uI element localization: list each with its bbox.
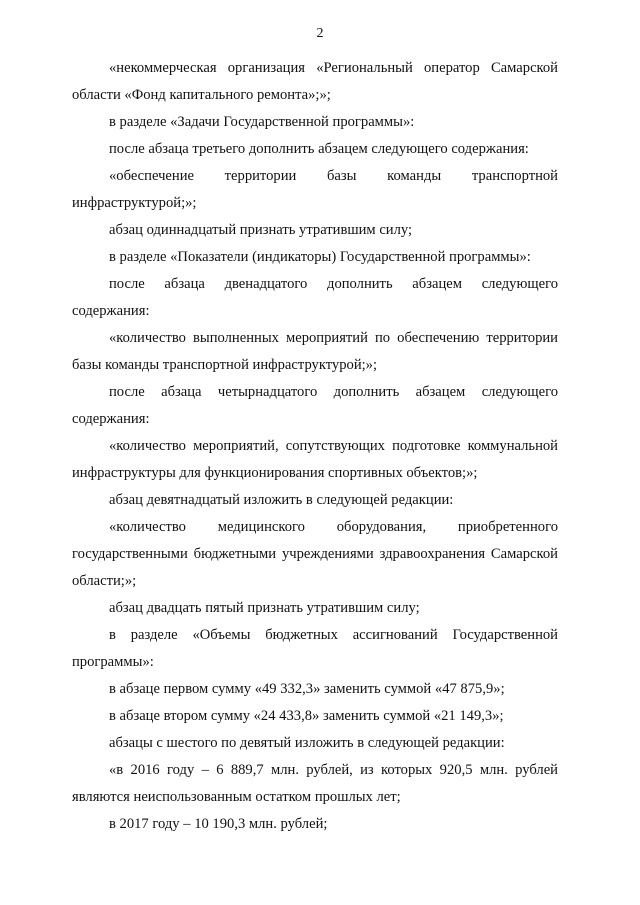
paragraph-twenty-fifth-void: абзац двадцать пятый признать утратившим силу; [109, 600, 420, 616]
paragraph-base-infrastructure: «обеспечение территории базы команды транспортной инфраструктурой;»; [72, 168, 558, 211]
paragraph-section-budget: в разделе «Объемы бюджетных ассигнований Государственной программы»: [72, 627, 558, 670]
paragraph-first-sum: в абзаце первом сумму «49 332,3» заменить суммой «47 875,9»; [109, 681, 505, 697]
document-body [72, 55, 558, 838]
paragraph-medical-equipment: «количество медицинского оборудования, приобретенного государственными бюджетными учреждениями здравоохранения Самарской области;»; [72, 519, 558, 589]
paragraph-eleventh-void: абзац одиннадцатый признать утратившим силу; [109, 222, 413, 238]
paragraph-second-sum: в абзаце втором сумму «24 433,8» заменить суммой «21 149,3»; [109, 708, 504, 724]
paragraph-after-third: после абзаца третьего дополнить абзацем следующего содержания: [109, 141, 529, 157]
paragraph-operator-name: «некоммерческая организация «Региональный оператор Самарской области «Фонд капитального ремонта»;»; [72, 60, 558, 103]
paragraph-after-twelfth: после абзаца двенадцатого дополнить абзацем следующего содержания: [72, 276, 558, 319]
paragraph-after-fourteenth: после абзаца четырнадцатого дополнить абзацем следующего содержания: [72, 384, 558, 427]
paragraph-sixth-ninth-restate: абзацы с шестого по девятый изложить в следующей редакции: [109, 735, 505, 751]
paragraph-section-tasks: в разделе «Задачи Государственной программы»: [109, 114, 415, 130]
page-number: 2 [316, 26, 324, 41]
paragraph-nineteenth-restate: абзац девятнадцатый изложить в следующей редакции: [109, 492, 454, 508]
paragraph-year-2017: в 2017 году – 10 190,3 млн. рублей; [109, 816, 328, 832]
paragraph-year-2016: «в 2016 году – 6 889,7 млн. рублей, из которых 920,5 млн. рублей являются неиспользованным остатком прошлых лет; [72, 762, 558, 805]
paragraph-section-indicators: в разделе «Показатели (индикаторы) Государственной программы»: [109, 249, 531, 265]
paragraph-count-measures: «количество выполненных мероприятий по обеспечению территории базы команды транспортной инфраструктурой;»; [72, 330, 558, 373]
paragraph-count-utility-measures: «количество мероприятий, сопутствующих подготовке коммунальной инфраструктуры для функционирования спортивных объектов;»; [72, 438, 558, 481]
